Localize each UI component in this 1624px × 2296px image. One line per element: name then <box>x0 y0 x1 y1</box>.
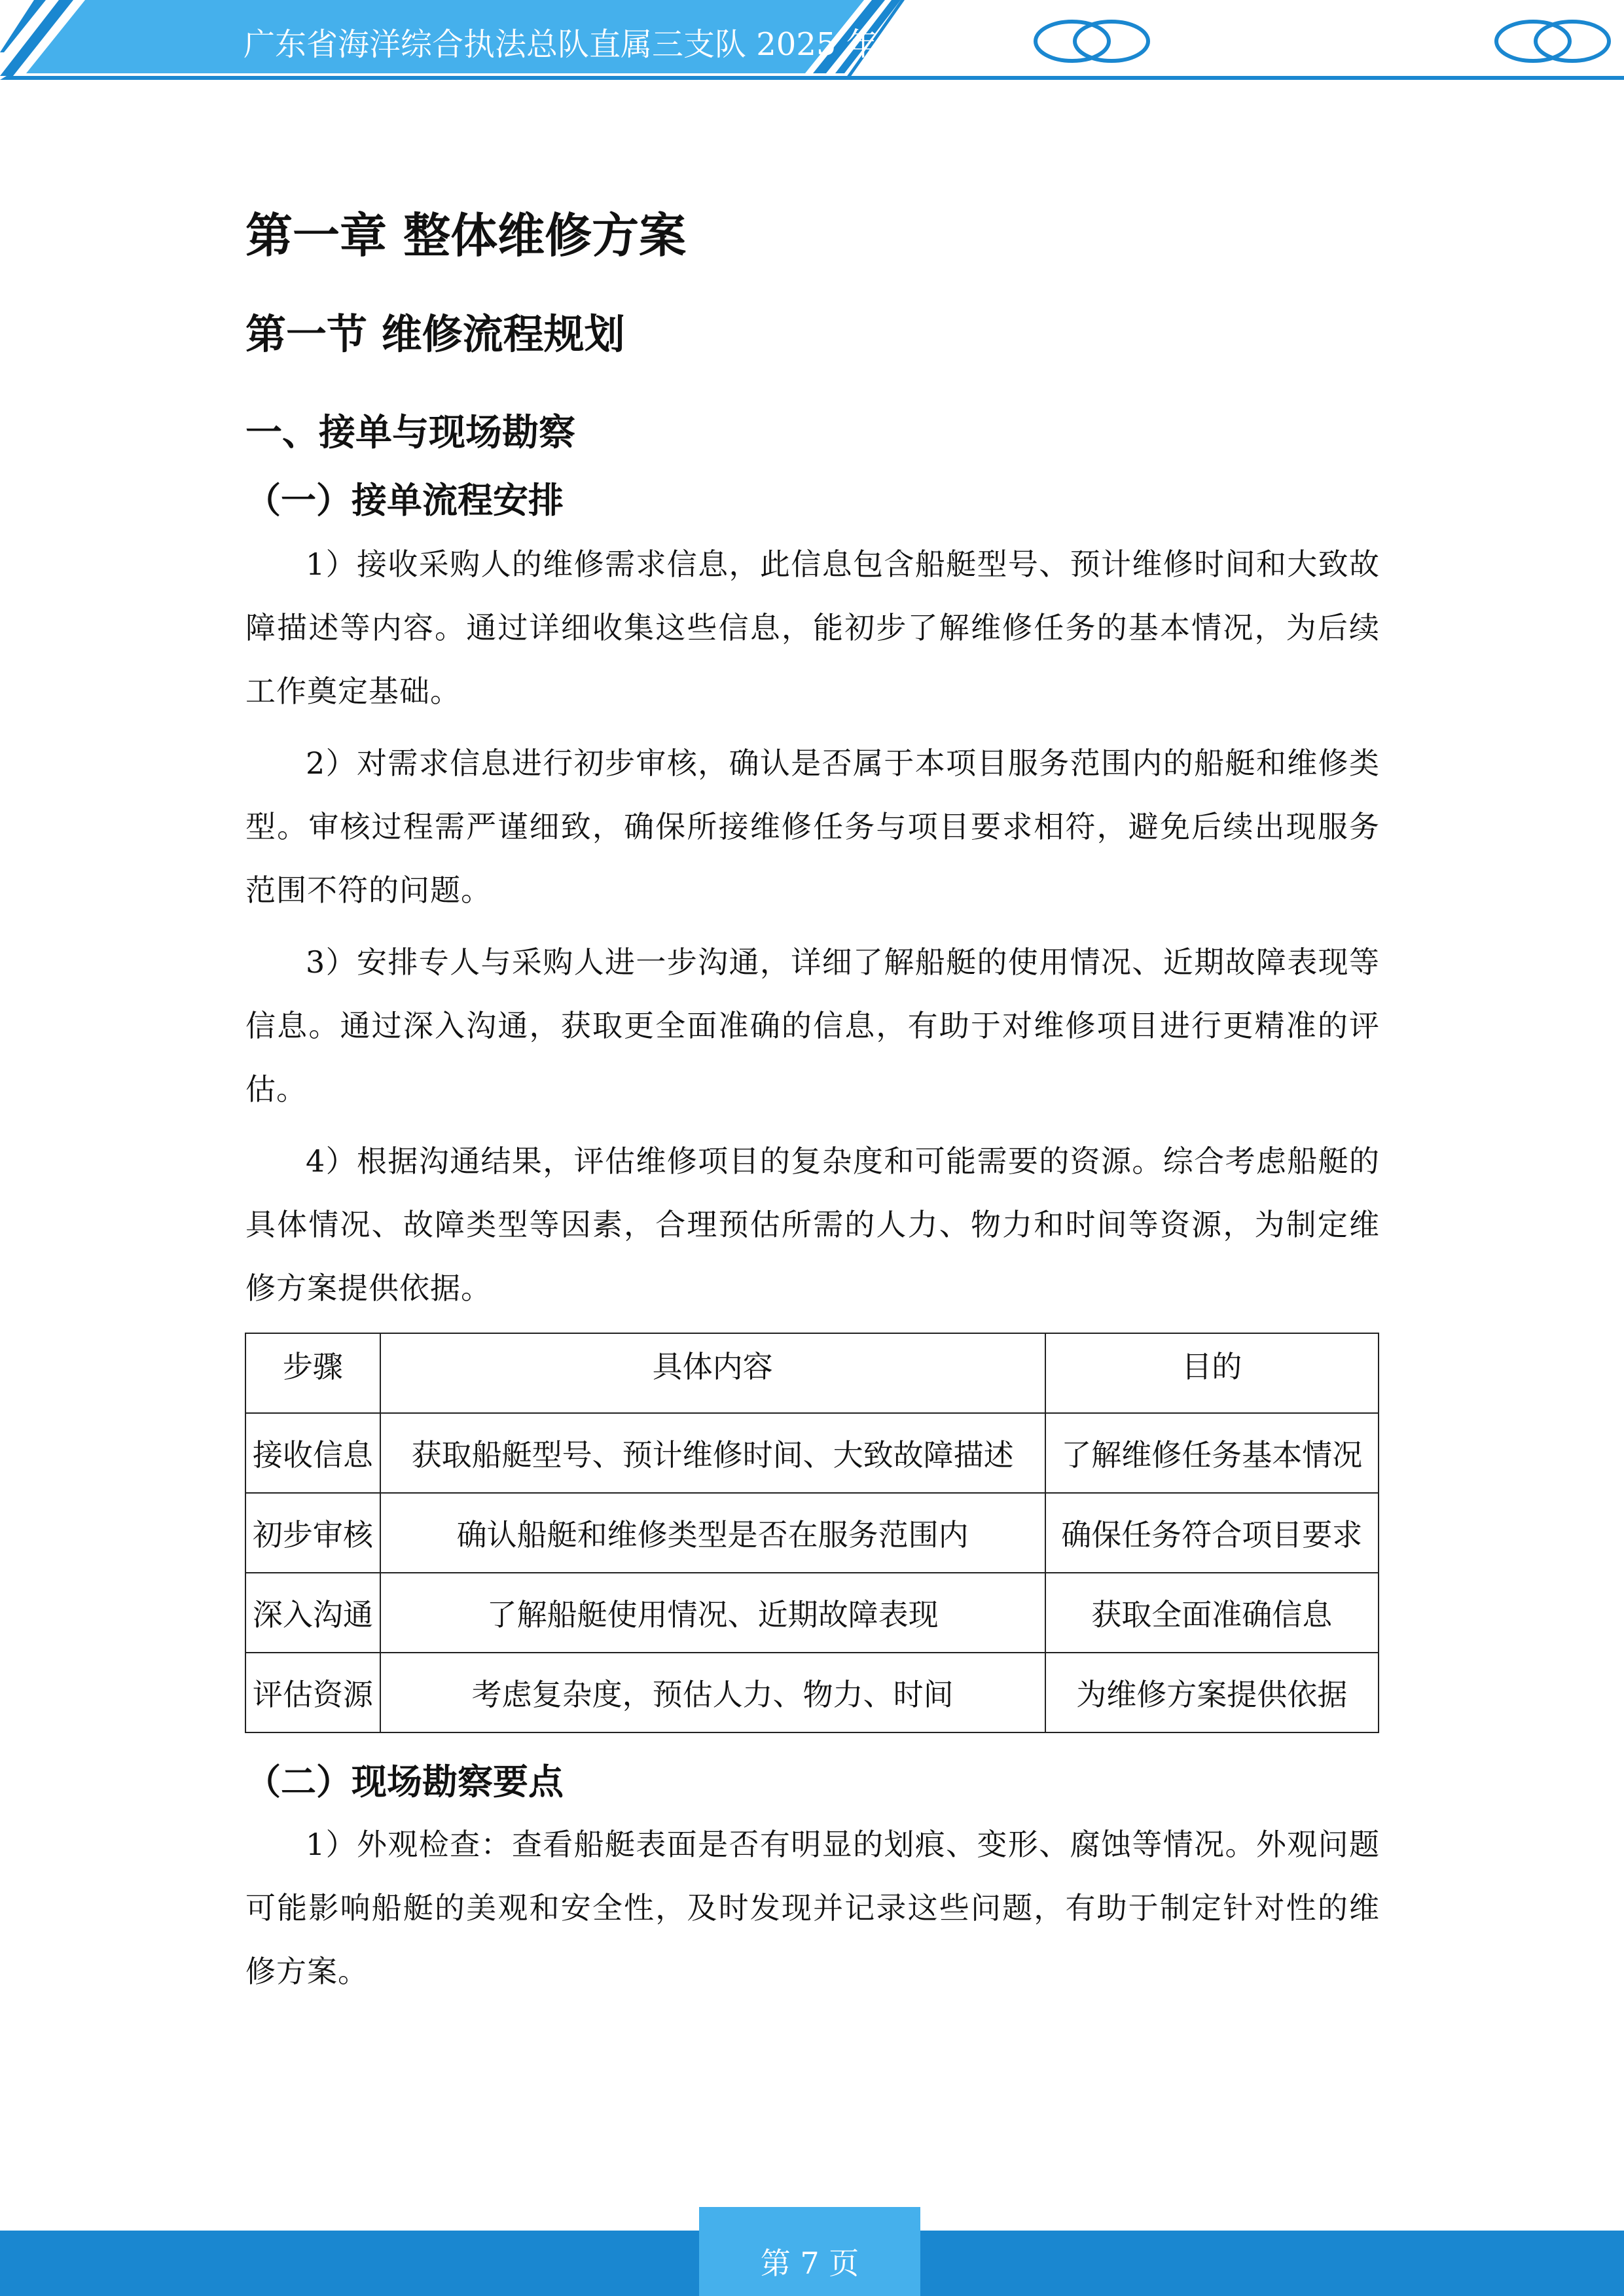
table-cell: 获取船艇型号、预计维修时间、大致故障描述 <box>380 1413 1045 1493</box>
table-cell: 深入沟通 <box>245 1573 380 1653</box>
chapter-title: 第一章 整体维修方案 <box>245 208 687 263</box>
paragraph: 1）接收采购人的维修需求信息，此信息包含船艇型号、预计维修时间和大致故障描述等内容。通过详细收集这些信息，能初步了解维修任务的基本情况，为后续工作奠定基础。 <box>245 547 1380 709</box>
paragraph: 1）外观检查：查看船艇表面是否有明显的划痕、变形、腐蚀等情况。外观问题可能影响船艇的美观和安全性，及时发现并记录这些问题，有助于制定针对性的维修方案。 <box>245 1827 1380 1989</box>
table-cell: 为维修方案提供依据 <box>1045 1653 1379 1732</box>
table-row <box>245 1413 1379 1493</box>
paragraph: 2）对需求信息进行初步审核，确认是否属于本项目服务范围内的船艇和维修类型。审核过程需严谨细致，确保所接维修任务与项目要求相符，避免后续出现服务范围不符的问题。 <box>245 745 1380 908</box>
table-header-cell: 目的 <box>1045 1333 1379 1413</box>
table-cell: 获取全面准确信息 <box>1045 1573 1379 1653</box>
section-title: 第一节 维修流程规划 <box>245 310 625 358</box>
table-row <box>245 1493 1379 1573</box>
table-cell: 考虑复杂度，预估人力、物力、时间 <box>380 1653 1045 1732</box>
table-cell: 初步审核 <box>245 1493 380 1573</box>
part2-title: （二）现场勘察要点 <box>245 1761 564 1803</box>
double-ring-logo-icon <box>1032 18 1153 64</box>
table-header-row <box>245 1333 1379 1413</box>
double-ring-logo-icon <box>1492 18 1614 64</box>
paragraph: 4）根据沟通结果，评估维修项目的复杂度和可能需要的资源。综合考虑船艇的具体情况、故障类型等因素，合理预估所需的人力、物力和时间等资源，为制定维修方案提供依据。 <box>245 1143 1380 1306</box>
process-table <box>245 1333 1379 1733</box>
table-cell: 确认船艇和维修类型是否在服务范围内 <box>380 1493 1045 1573</box>
table-header-cell: 步骤 <box>245 1333 380 1413</box>
subsection-title: 一、接单与现场勘察 <box>245 412 575 454</box>
table-cell: 接收信息 <box>245 1413 380 1493</box>
table-cell: 确保任务符合项目要求 <box>1045 1493 1379 1573</box>
table-row <box>245 1573 1379 1653</box>
paragraph: 3）安排专人与采购人进一步沟通，详细了解船艇的使用情况、近期故障表现等信息。通过深入沟通，获取更全面准确的信息，有助于对维修项目进行更精准的评估。 <box>245 944 1380 1107</box>
table-header-cell: 具体内容 <box>380 1333 1045 1413</box>
table-cell: 了解维修任务基本情况 <box>1045 1413 1379 1493</box>
page-header <box>0 0 1624 85</box>
table-row <box>245 1653 1379 1732</box>
table-cell: 了解船艇使用情况、近期故障表现 <box>380 1573 1045 1653</box>
part1-title: （一）接单流程安排 <box>245 479 564 521</box>
header-title: 广东省海洋综合执法总队直属三支队 2025 年 <box>244 26 878 63</box>
page-number: 第 7 页 <box>760 2246 859 2281</box>
table-cell: 评估资源 <box>245 1653 380 1732</box>
